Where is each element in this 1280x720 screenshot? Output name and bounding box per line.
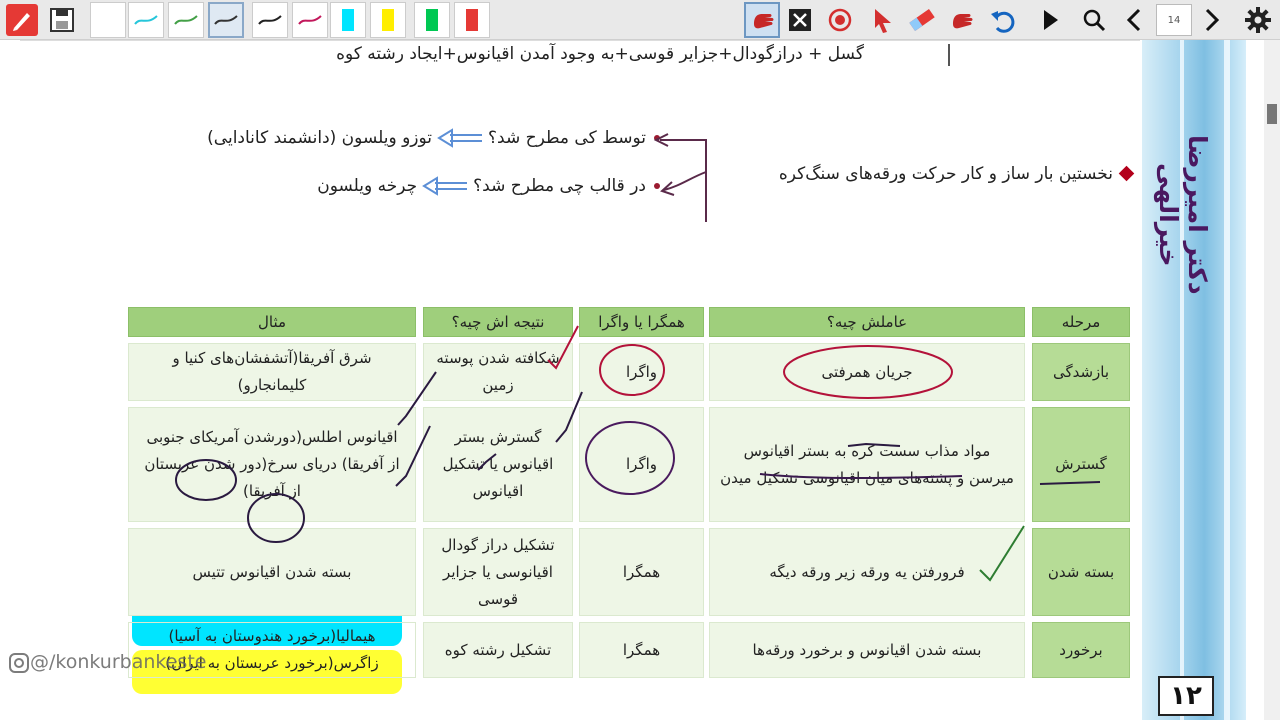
question-row-2: در قالب چی مطرح شد؟چرخه ویلسون (266, 176, 660, 196)
dot-bullet-icon (654, 183, 660, 189)
hand-clear-icon[interactable] (944, 2, 980, 38)
scrollbar-track[interactable] (1264, 40, 1280, 720)
table-cell: بسته شدن (1032, 528, 1130, 616)
pen-red-icon[interactable] (292, 2, 328, 38)
diamond-bullet-icon (1119, 166, 1135, 182)
table-cell: گسترش بستر اقیانوس یا تشکیل اقیانوس (423, 407, 573, 522)
scrollbar-thumb[interactable] (1267, 104, 1277, 124)
header-result: نتیجه اش چیه؟ (423, 307, 573, 337)
double-arrow-icon (421, 176, 469, 196)
play-icon[interactable] (1032, 2, 1068, 38)
author-name: دکتر امیررضا خیرالهی (1154, 135, 1212, 295)
pen-app-icon[interactable] (4, 2, 40, 38)
record-icon[interactable] (822, 2, 858, 38)
page-number-field[interactable]: 14 (1156, 4, 1192, 36)
table-cell: اقیانوس اطلس(دورشدن آمریکای جنوبی از آفریقا) دریای سرخ(دور شدن عربستان از آفریقا) (128, 407, 416, 522)
toolbar (0, 0, 1280, 40)
table-cell: بسته شدن اقیانوس و برخورد ورقه‌ها (709, 622, 1025, 678)
search-icon[interactable] (1076, 2, 1112, 38)
hand-pan-icon[interactable] (744, 2, 780, 38)
header-type: همگرا یا واگرا (579, 307, 704, 337)
blank-page-icon[interactable] (90, 2, 126, 38)
table-cell: بازشدگی (1032, 343, 1130, 401)
highlighter-yellow-icon[interactable] (370, 2, 406, 38)
banner-stripe (1224, 40, 1230, 720)
pointer-arrow-icon[interactable] (864, 2, 900, 38)
page-number-label: ۱۲ (1158, 676, 1214, 716)
table-cell: فرورفتن یه ورقه زیر ورقه دیگه (709, 528, 1025, 616)
divider (20, 40, 1140, 41)
highlighter-cyan-icon[interactable] (330, 2, 366, 38)
pen-green-icon[interactable] (168, 2, 204, 38)
close-x-icon[interactable] (782, 2, 818, 38)
table-cell: واگرا (579, 407, 704, 522)
table-cell: همگرا (579, 528, 704, 616)
table-cell: تشکیل رشته کوه (423, 622, 573, 678)
table-cell: هیمالیا(برخورد هندوستان به آسیا) زاگرس(برخورد عربستان به ایران) (128, 622, 416, 678)
page-heading: گسل + درازگودال+جزایر قوسی+به وجود آمدن اقیانوس+ایجاد رشته کوه (336, 44, 864, 64)
header-cause: عاملش چیه؟ (709, 307, 1025, 337)
pen-cyan-icon[interactable] (128, 2, 164, 38)
watermark: @/konkurbankeste (8, 651, 206, 674)
gear-icon[interactable] (1240, 2, 1276, 38)
table-cell: تشکیل دراز گودال اقیانوسی یا جزایر قوسی (423, 528, 573, 616)
undo-icon[interactable] (984, 2, 1020, 38)
question-row-1: توسط کی مطرح شد؟توزو ویلسون (دانشمند کانادایی) (138, 128, 660, 148)
table-cell: گسترش (1032, 407, 1130, 522)
table-cell: مواد مذاب سست کره به بستر اقیانوس میرسن و پشته‌های میان اقیانوسی تشکیل میدن (709, 407, 1025, 522)
save-icon[interactable] (44, 2, 80, 38)
header-stage: مرحله (1032, 307, 1130, 337)
pen-dark-icon[interactable] (208, 2, 244, 38)
table-cell: برخورد (1032, 622, 1130, 678)
chevron-right-icon[interactable] (1194, 2, 1230, 38)
table-cell: همگرا (579, 622, 704, 678)
dot-bullet-icon (654, 135, 660, 141)
instagram-icon (8, 652, 30, 674)
highlighter-green-icon[interactable] (414, 2, 450, 38)
chevron-left-icon[interactable] (1116, 2, 1152, 38)
table-cell: واگرا (579, 343, 704, 401)
main-bullet: نخستین بار ساز و کار حرکت ورقه‌های سنگ‌کره (720, 164, 1132, 184)
eraser-icon[interactable] (904, 2, 940, 38)
table-cell: جریان همرفتی (709, 343, 1025, 401)
double-arrow-icon (436, 128, 484, 148)
header-example: مثال (128, 307, 416, 337)
pen-black-icon[interactable] (252, 2, 288, 38)
table-cell: شرق آفریقا(آتشفشان‌های کنیا و کلیمانجارو) (128, 343, 416, 401)
table-cell: شکافته شدن پوسته زمین (423, 343, 573, 401)
table-cell: بسته شدن اقیانوس تتیس (128, 528, 416, 616)
divider (948, 44, 950, 66)
highlighter-red-icon[interactable] (454, 2, 490, 38)
